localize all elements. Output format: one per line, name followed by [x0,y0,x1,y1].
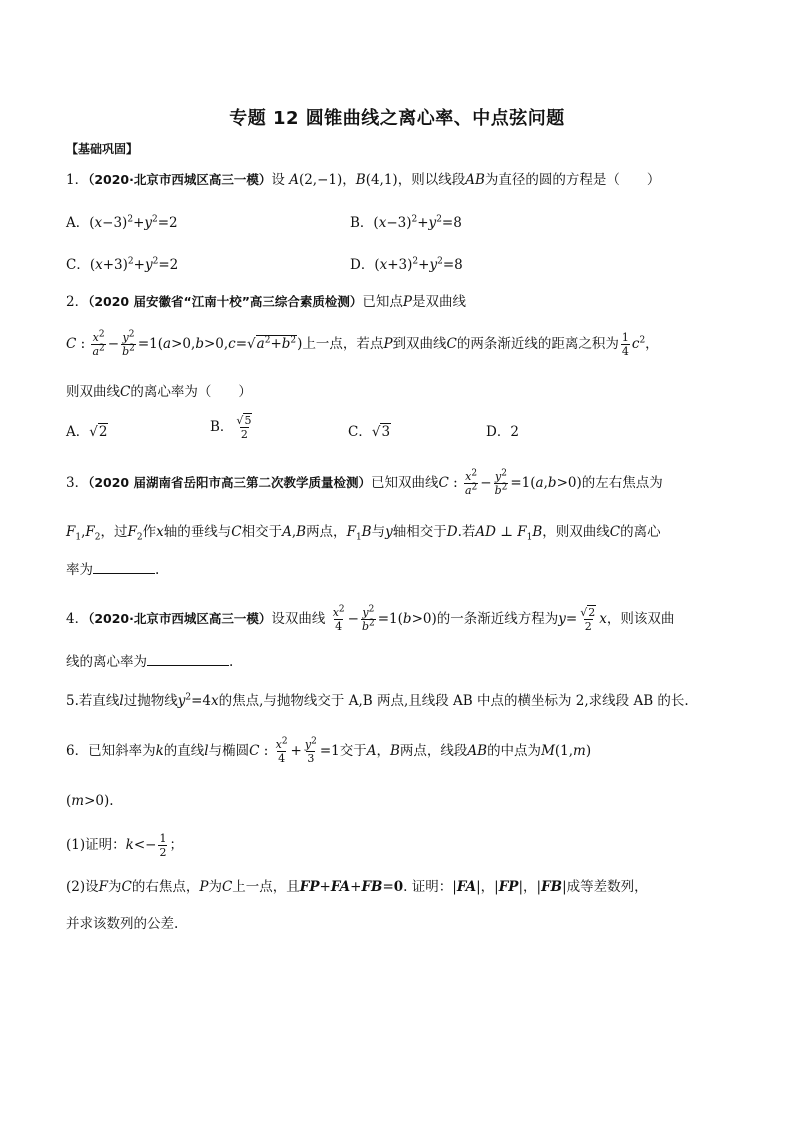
question-3-line-3: 率为 . [66,562,160,578]
question-2-line-3: 则双曲线C的离心率为（ ） [66,384,252,400]
question-4: 4．（2020·北京市西城区高三一模）设双曲线 $\frac{x^2}{4}$ − $\frac{y^2}{b^2}$ =1(b>0)的一条渐近线方程为y= $\frac{√2}{2}$ x，则该双曲 [66,604,675,633]
question-4-line-2: 线的离心率为 . [66,654,234,670]
question-3-line-2: $F_1,F_2$，过$F_2$作x轴的垂线与C相交于A,B两点，$F_1B$与y轴相交于D.若AD ⊥ $F_1B$，则双曲线C的离心 [66,524,661,543]
q2-option-c[interactable]: C．√3 [348,424,391,440]
question-source: （2020 届安徽省“江南十校”高三综合素质检测） [88,294,363,309]
section-heading: 【基础巩固】 [66,142,139,156]
question-source: （2020 届湖南省岳阳市高三第二次教学质量检测） [88,475,371,490]
answer-blank[interactable] [147,653,229,666]
answer-blank[interactable] [93,561,155,574]
question-2: 2．（2020 届安徽省“江南十校”高三综合素质检测）已知点P是双曲线 [66,294,467,310]
question-6: 6．已知斜率为k的直线l与椭圆C : $\frac{x^2}{4}$ + $\frac{y^2}{3}$ =1交于A，B两点，线段AB的中点为M(1,m) [66,736,592,765]
question-6-part-1: (1)证明：k<− $\frac{1}{2}$ ； [66,832,183,859]
q1-option-b[interactable]: B．$(x-3)^2+y^2=8$ [350,214,462,231]
question-6-part-2: (2)设F为C的右焦点，P为C上一点，且FP+FA+FB=0. 证明：|FA|，|FP|，|FB|成等差数列， [66,879,648,895]
q2-option-a[interactable]: A．√2 [66,424,108,440]
q1-option-c[interactable]: C．$(x+3)^2+y^2=2$ [66,256,179,273]
question-6-line-2: (m>0). [66,793,114,809]
question-6-part-2-line-2: 并求该数列的公差. [66,916,179,932]
page-title: 专题 12 圆锥曲线之离心率、中点弦问题 [229,108,565,129]
q1-option-a[interactable]: A．$(x-3)^2+y^2=2$ [66,214,178,231]
q1-option-d[interactable]: D．$(x+3)^2+y^2=8$ [350,256,463,273]
question-source: （2020·北京市西城区高三一模） [88,172,272,187]
question-2-line-2: C : $\frac{x^2}{a^2}$ − $\frac{y^2}{b^2}$ $=1(a>0,b>0,c=√a^2+b^2)$上一点，若点P到双曲线C的两条渐近线的距离之积为 $\frac{1}{4}$ $c^2$， [66,329,659,358]
q2-option-d[interactable]: D．2 [486,424,519,440]
question-3: 3．（2020 届湖南省岳阳市高三第二次教学质量检测）已知双曲线C : $\frac{x^2}{a^2}$ − $\frac{y^2}{b^2}$ =1(a,b>0)的左右焦点为 [66,468,663,497]
question-source: （2020·北京市西城区高三一模） [88,611,272,626]
q2-option-b[interactable]: B． $\frac{√5}{2}$ [210,414,252,441]
question-5: 5.若直线l过抛物线$y^2=4x$的焦点,与抛物线交于 A,B 两点,且线段 AB 中点的横坐标为 2,求线段 AB 的长. [66,692,689,709]
question-1: 1．（2020·北京市西城区高三一模）设 A(2,−1)，B(4,1)，则以线段AB为直径的圆的方程是（ ） [66,172,661,188]
